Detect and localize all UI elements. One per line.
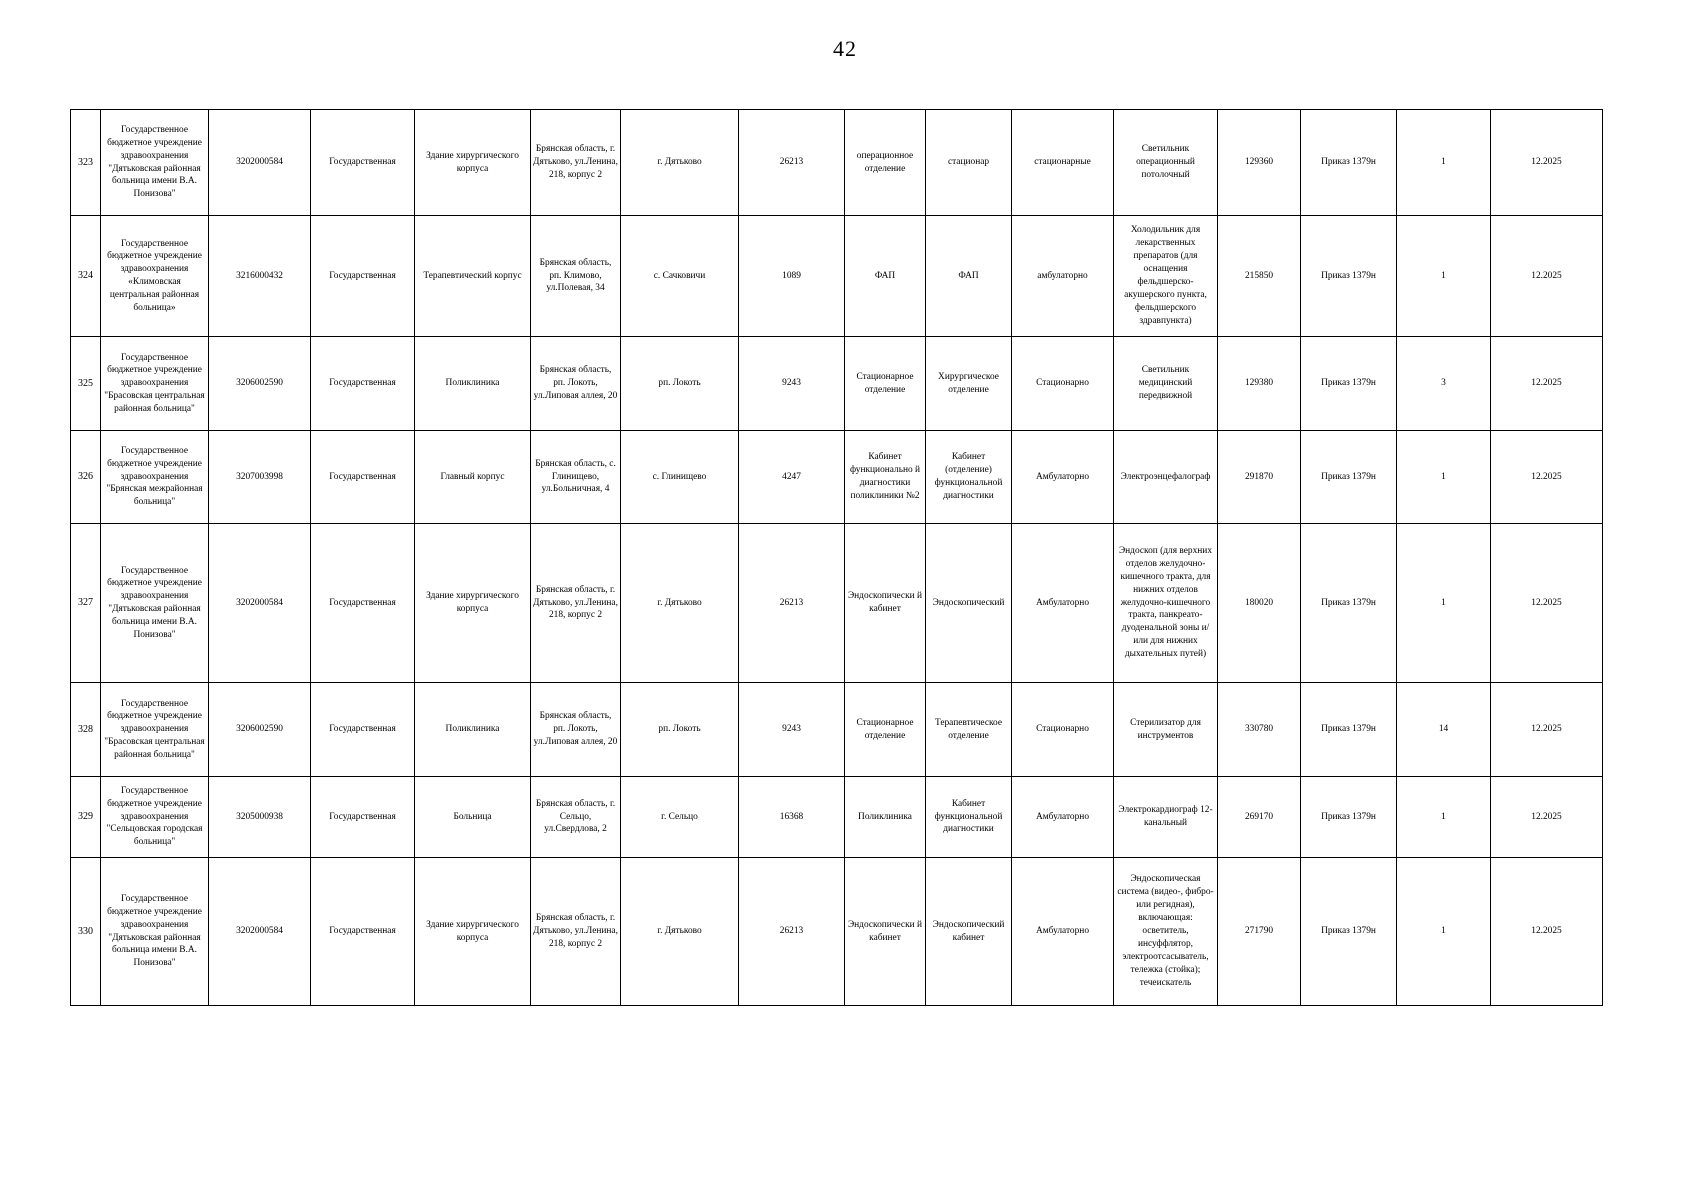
building-name: Терапевтический корпус [415,216,531,337]
population: 9243 [739,683,845,777]
ownership-form: Государственная [311,858,415,1006]
building-address: Брянская область, г. Сельцо, ул.Свердлова, 2 [531,777,621,858]
quantity: 3 [1397,337,1491,431]
quantity: 14 [1397,683,1491,777]
delivery-date: 12.2025 [1491,777,1603,858]
population: 26213 [739,110,845,216]
equipment-code: 271790 [1218,858,1301,1006]
equipment-code: 215850 [1218,216,1301,337]
row-number: 323 [71,110,101,216]
quantity: 1 [1397,524,1491,683]
building-address: Брянская область, г. Дятьково, ул.Ленина, 218, корпус 2 [531,858,621,1006]
building-address: Брянская область, рп. Локоть, ул.Липовая аллея, 20 [531,683,621,777]
organization-name: Государственное бюджетное учреждение здравоохранения «Климовская центральная районная больница» [101,216,209,337]
building-name: Больница [415,777,531,858]
table-body [71,110,1603,1006]
population: 26213 [739,858,845,1006]
quantity: 1 [1397,858,1491,1006]
organization-code: 3216000432 [209,216,311,337]
organization-name: Государственное бюджетное учреждение здравоохранения "Дятьковская районная больница имени В.А. Понизова" [101,524,209,683]
department: Хирургическое отделение [926,337,1012,431]
care-type: Стационарно [1012,683,1114,777]
building-name: Главный корпус [415,431,531,524]
building-address: Брянская область, рп. Климово, ул.Полевая, 34 [531,216,621,337]
quantity: 1 [1397,216,1491,337]
standard-order: Приказ 1379н [1301,216,1397,337]
delivery-date: 12.2025 [1491,683,1603,777]
building-address: Брянская область, с. Глинищево, ул.Больничная, 4 [531,431,621,524]
table-row [71,858,1603,1006]
equipment-code: 129360 [1218,110,1301,216]
delivery-date: 12.2025 [1491,216,1603,337]
table-row [71,431,1603,524]
department: Кабинет функциональной диагностики [926,777,1012,858]
population: 1089 [739,216,845,337]
row-number: 329 [71,777,101,858]
locality: г. Дятьково [621,524,739,683]
locality: с. Сачковичи [621,216,739,337]
equipment-name: Стерилизатор для инструментов [1114,683,1218,777]
department: Кабинет (отделение) функциональной диагностики [926,431,1012,524]
organization-code: 3202000584 [209,110,311,216]
care-type: амбулаторно [1012,216,1114,337]
equipment-name: Эндоскопическая система (видео-, фибро- или регидная), включающая: осветитель, инсуффлятор, электроотсасыватель, тележка (стойка); течеискатель [1114,858,1218,1006]
organization-name: Государственное бюджетное учреждение здравоохранения "Брасовская центральная районная больница" [101,683,209,777]
population: 4247 [739,431,845,524]
organization-code: 3202000584 [209,858,311,1006]
standard-order: Приказ 1379н [1301,431,1397,524]
population: 9243 [739,337,845,431]
ownership-form: Государственная [311,216,415,337]
delivery-date: 12.2025 [1491,110,1603,216]
delivery-date: 12.2025 [1491,524,1603,683]
organization-code: 3205000938 [209,777,311,858]
delivery-date: 12.2025 [1491,431,1603,524]
delivery-date: 12.2025 [1491,337,1603,431]
equipment-name: Электроэнцефалограф [1114,431,1218,524]
table-row [71,110,1603,216]
equipment-code: 291870 [1218,431,1301,524]
locality: г. Дятьково [621,858,739,1006]
care-type: Амбулаторно [1012,777,1114,858]
department: Терапевтическое отделение [926,683,1012,777]
quantity: 1 [1397,110,1491,216]
structural-unit: Стационарное отделение [845,683,926,777]
standard-order: Приказ 1379н [1301,524,1397,683]
standard-order: Приказ 1379н [1301,777,1397,858]
row-number: 324 [71,216,101,337]
organization-code: 3207003998 [209,431,311,524]
quantity: 1 [1397,777,1491,858]
organization-name: Государственное бюджетное учреждение здравоохранения "Брянская межрайонная больница" [101,431,209,524]
row-number: 330 [71,858,101,1006]
structural-unit: ФАП [845,216,926,337]
table-row [71,683,1603,777]
equipment-name: Электрокардиограф 12-канальный [1114,777,1218,858]
organization-code: 3206002590 [209,683,311,777]
care-type: Амбулаторно [1012,431,1114,524]
ownership-form: Государственная [311,431,415,524]
table-row [71,337,1603,431]
structural-unit: Эндоскопически й кабинет [845,858,926,1006]
table-row [71,777,1603,858]
ownership-form: Государственная [311,777,415,858]
row-number: 327 [71,524,101,683]
building-address: Брянская область, рп. Локоть, ул.Липовая аллея, 20 [531,337,621,431]
equipment-register-table [70,109,1603,1006]
organization-name: Государственное бюджетное учреждение здравоохранения "Дятьковская районная больница имени В.А. Понизова" [101,110,209,216]
structural-unit: Кабинет функционально й диагностики поликлиники №2 [845,431,926,524]
standard-order: Приказ 1379н [1301,858,1397,1006]
equipment-code: 129380 [1218,337,1301,431]
building-name: Поликлиника [415,683,531,777]
standard-order: Приказ 1379н [1301,683,1397,777]
department: Эндоскопический [926,524,1012,683]
table-row [71,524,1603,683]
department: Эндоскопический кабинет [926,858,1012,1006]
ownership-form: Государственная [311,110,415,216]
population: 26213 [739,524,845,683]
care-type: Амбулаторно [1012,858,1114,1006]
building-name: Поликлиника [415,337,531,431]
locality: с. Глинищево [621,431,739,524]
standard-order: Приказ 1379н [1301,110,1397,216]
equipment-name: Холодильник для лекарственных препаратов (для оснащения фельдшерско-акушерского пункта, фельдшерского здравпункта) [1114,216,1218,337]
locality: г. Сельцо [621,777,739,858]
equipment-code: 180020 [1218,524,1301,683]
department: стационар [926,110,1012,216]
row-number: 328 [71,683,101,777]
structural-unit: операционное отделение [845,110,926,216]
locality: рп. Локоть [621,337,739,431]
organization-name: Государственное бюджетное учреждение здравоохранения "Брасовская центральная районная больница" [101,337,209,431]
delivery-date: 12.2025 [1491,858,1603,1006]
page-number: 42 [833,36,857,61]
organization-name: Государственное бюджетное учреждение здравоохранения "Дятьковская районная больница имени В.А. Понизова" [101,858,209,1006]
ownership-form: Государственная [311,683,415,777]
building-name: Здание хирургического корпуса [415,110,531,216]
row-number: 326 [71,431,101,524]
ownership-form: Государственная [311,337,415,431]
care-type: Амбулаторно [1012,524,1114,683]
standard-order: Приказ 1379н [1301,337,1397,431]
table-row [71,216,1603,337]
quantity: 1 [1397,431,1491,524]
care-type: стационарные [1012,110,1114,216]
building-address: Брянская область, г. Дятьково, ул.Ленина, 218, корпус 2 [531,524,621,683]
building-name: Здание хирургического корпуса [415,524,531,683]
organization-code: 3202000584 [209,524,311,683]
structural-unit: Поликлиника [845,777,926,858]
department: ФАП [926,216,1012,337]
building-address: Брянская область, г. Дятьково, ул.Ленина, 218, корпус 2 [531,110,621,216]
equipment-name: Светильник операционный потолочный [1114,110,1218,216]
equipment-name: Эндоскоп (для верхних отделов желудочно-кишечного тракта, для нижних отделов желудочно-кишечного тракта, панкреато-дуоденальной зоны и/или для нижних дыхательных путей) [1114,524,1218,683]
equipment-code: 330780 [1218,683,1301,777]
equipment-code: 269170 [1218,777,1301,858]
ownership-form: Государственная [311,524,415,683]
structural-unit: Стационарное отделение [845,337,926,431]
organization-code: 3206002590 [209,337,311,431]
care-type: Стационарно [1012,337,1114,431]
locality: г. Дятьково [621,110,739,216]
population: 16368 [739,777,845,858]
row-number: 325 [71,337,101,431]
locality: рп. Локоть [621,683,739,777]
building-name: Здание хирургического корпуса [415,858,531,1006]
organization-name: Государственное бюджетное учреждение здравоохранения "Сельцовская городская больница" [101,777,209,858]
equipment-name: Светильник медицинский передвижной [1114,337,1218,431]
structural-unit: Эндоскопически й кабинет [845,524,926,683]
